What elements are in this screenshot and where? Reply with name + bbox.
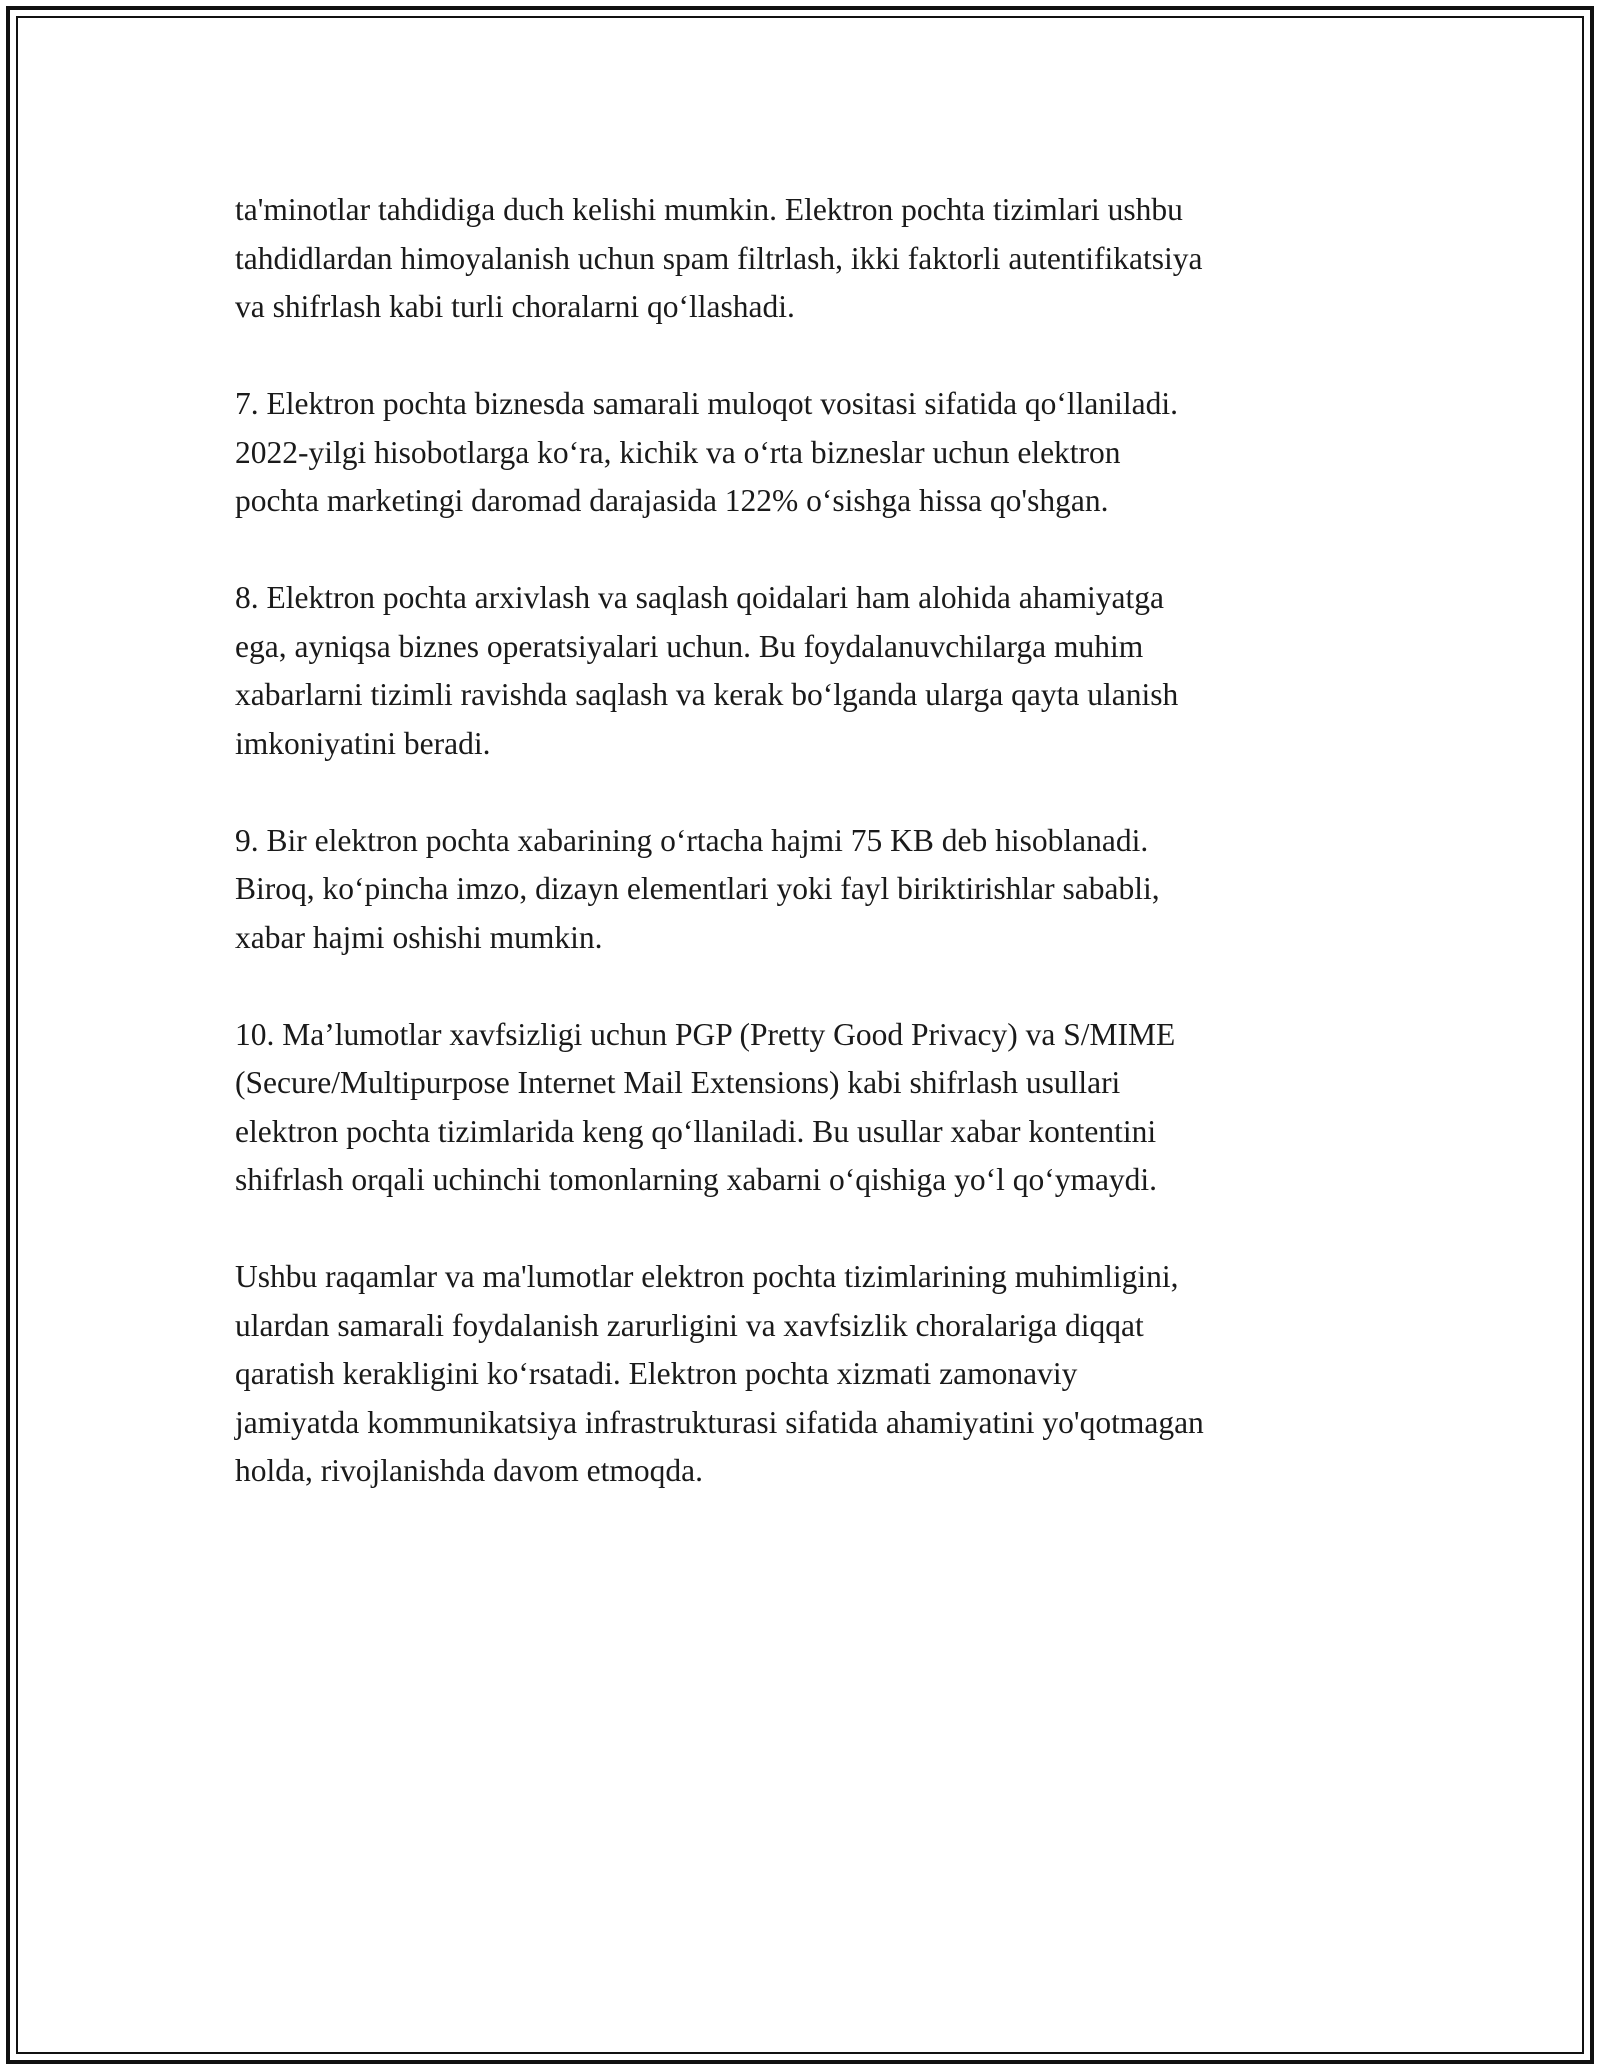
- paragraph-item-7: 7. Elektron pochta biznesda samarali muloqot vositasi sifatida qo‘llaniladi. 2022-yilgi hisobotlarga ko‘ra, kichik va o‘rta bizneslar uchun elektron pochta marketingi daromad darajasida 122% o‘sishga hissa qo'shgan.: [235, 386, 1179, 518]
- paragraph-item-9: 9. Bir elektron pochta xabarining o‘rtacha hajmi 75 KB deb hisoblanadi. Biroq, ko‘pincha imzo, dizayn elementlari yoki fayl biriktirishlar sababli, xabar hajmi oshishi mumkin.: [235, 822, 1160, 955]
- paragraph-conclusion: Ushbu raqamlar va ma'lumotlar elektron pochta tizimlarining muhimligini, ulardan samarali foydalanish zarurligini va xavfsizlik choralariga diqqat qaratish kerakligini ko‘rsatadi. Elektron pochta xizmati zamonaviy jamiyatda kommunikatsiya infrastrukturasi sifatida ahamiyatini yo'qotmagan holda, rivojlanishda davom etmoqda.: [235, 1259, 1204, 1488]
- paragraph-item-10: 10. Ma’lumotlar xavfsizligi uchun PGP (Pretty Good Privacy) va S/MIME (Secure/Multipurpose Internet Mail Extensions) kabi shifrlash usullari elektron pochta tizimlarida keng qo‘llaniladi. Bu usullar xabar kontentini shifrlash orqali uchinchi tomonlarning xabarni o‘qishiga yo‘l qo‘ymaydi.: [235, 1016, 1176, 1197]
- paragraph-intro-continuation: ta'minotlar tahdidiga duch kelishi mumkin. Elektron pochta tizimlari ushbu tahdidlardan himoyalanish uchun spam filtrlash, ikki faktorli autentifikatsiya va shifrlash kabi turli choralarni qo‘llashadi.: [235, 192, 1203, 324]
- document-body: [235, 186, 1385, 1496]
- paragraph-item-8: 8. Elektron pochta arxivlash va saqlash qoidalari ham alohida ahamiyatga ega, ayniqsa biznes operatsiyalari uchun. Bu foydalanuvchilarga muhim xabarlarni tizimli ravishda saqlash va kerak bo‘lganda ularga qayta ulanish imkoniyatini beradi.: [235, 580, 1179, 761]
